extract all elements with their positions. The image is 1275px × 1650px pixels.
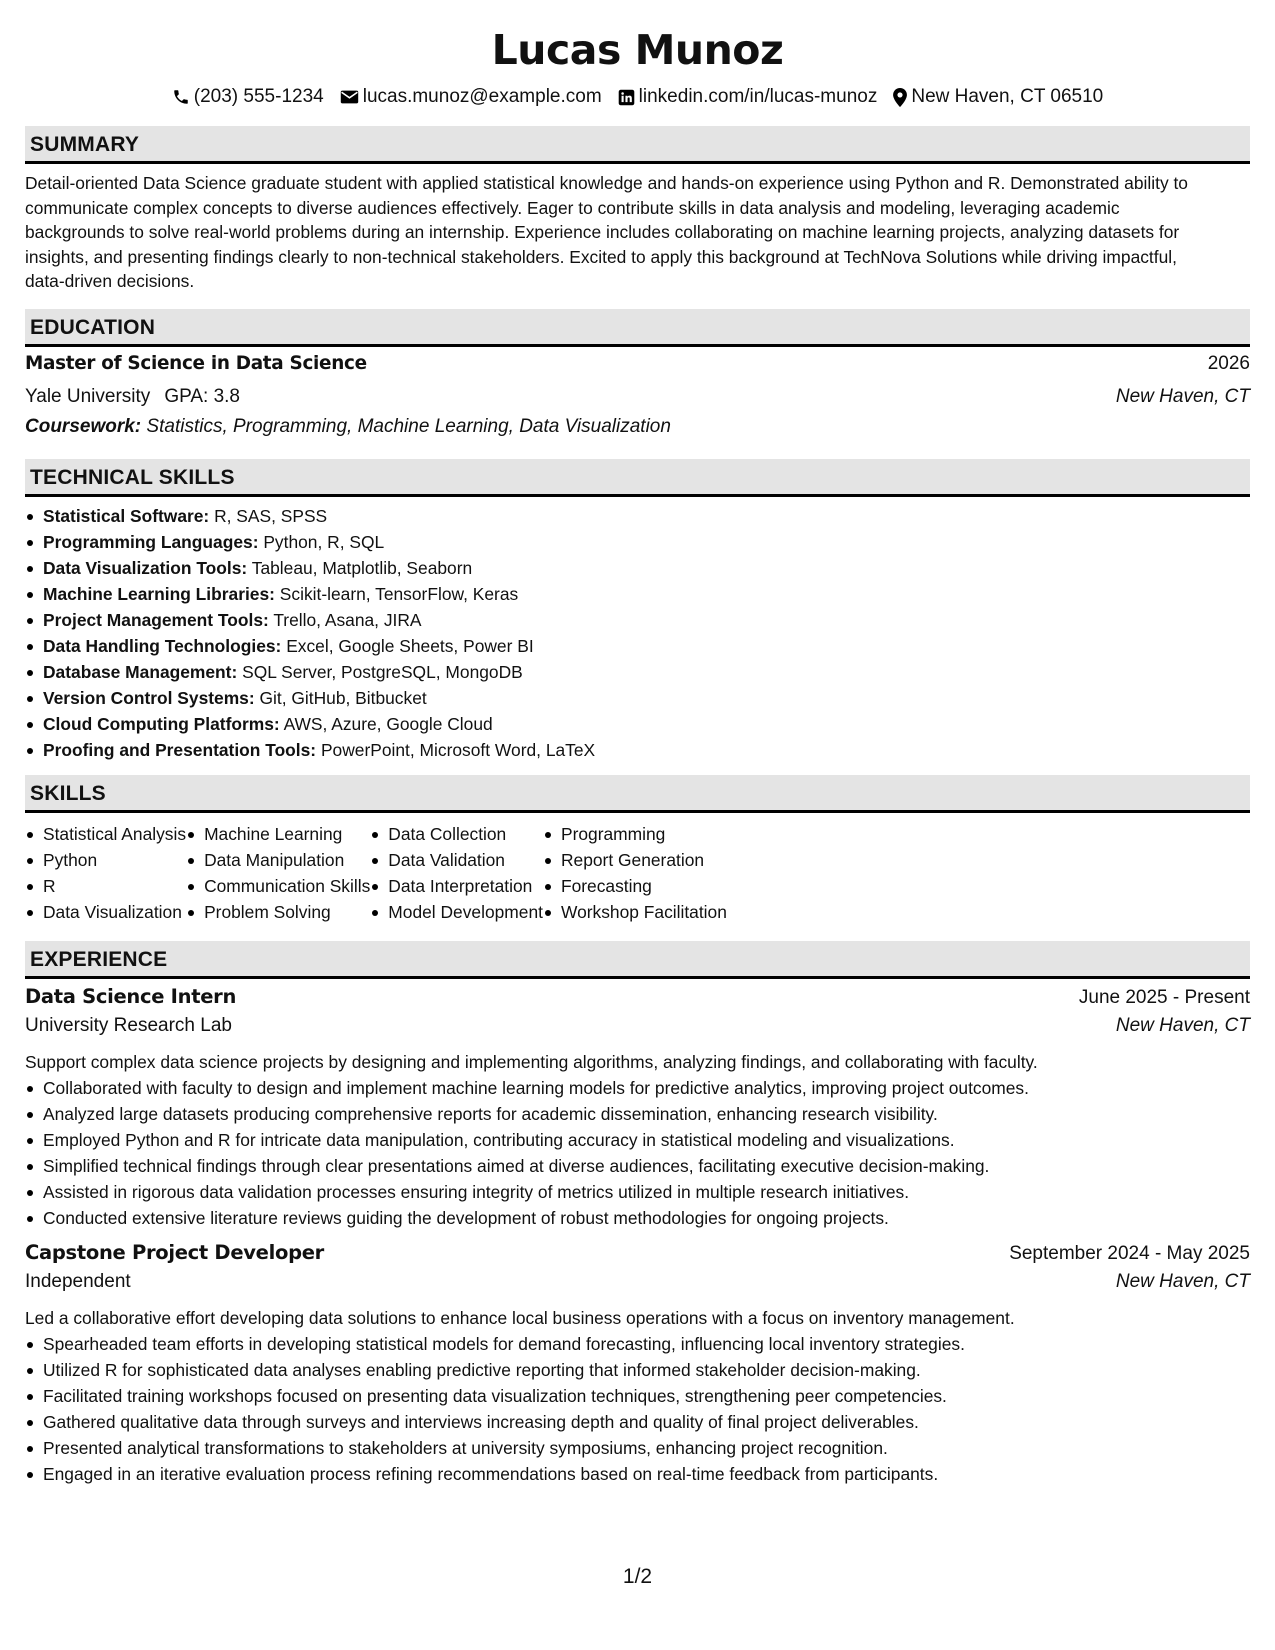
list-item: Cloud Computing Platforms: AWS, Azure, Google Cloud [25,711,1250,737]
contact-linkedin[interactable] [618,84,878,110]
list-item: Engaged in an iterative evaluation process refining recommendations based on real-time feedback from participants. [25,1461,1250,1487]
list-item: Collaborated with faculty to design and implement machine learning models for predictive analytics, improving project outcomes. [25,1075,1250,1101]
list-item: Utilized R for sophisticated data analyses enabling predictive reporting that informed stakeholder decision-making. [25,1357,1250,1383]
list-item: Proofing and Presentation Tools: PowerPoint, Microsoft Word, LaTeX [25,737,1250,763]
list-item: Model Development [370,899,543,925]
list-item: Data Handling Technologies: Excel, Google Sheets, Power BI [25,633,1250,659]
list-item: Version Control Systems: Git, GitHub, Bitbucket [25,685,1250,711]
page-number: 1/2 [622,1565,653,1588]
list-item: Simplified technical findings through clear presentations aimed at diverse audiences, facilitating executive decision-making. [25,1153,1250,1179]
list-item: R [25,873,186,899]
list-item: Statistical Analysis [25,821,186,847]
job-description: Led a collaborative effort developing data solutions to enhance local business operations with a focus on inventory management. [25,1307,1015,1328]
location-text: New Haven, CT 06510 [911,86,1104,107]
contact-email[interactable] [340,84,602,110]
skills-column-1 [25,821,186,925]
coursework-line [25,412,1250,442]
coursework-label: Coursework: [25,415,142,437]
list-item: Data Visualization Tools: Tableau, Matplotlib, Seaborn [25,555,1250,581]
experience-entry [25,985,1250,1231]
education-entry [25,353,1250,442]
summary-header: SUMMARY [25,126,1250,164]
linkedin-text: linkedin.com/in/lucas-munoz [638,86,878,107]
school-location: New Haven, CT [1115,385,1250,407]
experience-entry [25,1241,1250,1487]
list-item: Project Management Tools: Trello, Asana, JIRA [25,607,1250,633]
phone-text: (203) 555-1234 [193,86,324,107]
phone-icon [172,88,190,106]
job-title: Data Science Intern [25,984,237,1008]
job-organization: University Research Lab [25,1014,232,1036]
coursework-text: Statistics, Programming, Machine Learning, Data Visualization [146,415,671,437]
skills-header: SKILLS [25,775,1250,813]
list-item: Data Interpretation [370,873,543,899]
school-name: Yale University [25,385,151,407]
list-item: Database Management: SQL Server, PostgreSQL, MongoDB [25,659,1250,685]
list-item: Programming Languages: Python, R, SQL [25,529,1250,555]
job-location: New Haven, CT [1115,1014,1250,1036]
contact-location [893,84,1103,110]
map-pin-icon [893,88,907,107]
skills-column-3 [370,821,543,925]
job-location: New Haven, CT [1115,1270,1250,1292]
list-item: Data Validation [370,847,543,873]
list-item: Data Visualization [25,899,186,925]
job-title: Capstone Project Developer [25,1240,324,1264]
list-item: Workshop Facilitation [543,899,727,925]
list-item: Facilitated training workshops focused on presenting data visualization techniques, strengthening peer competencies. [25,1383,1250,1409]
list-item: Conducted extensive literature reviews guiding the development of robust methodologies for ongoing projects. [25,1205,1250,1231]
technical-skills-list [25,503,1250,763]
job-dates: September 2024 - May 2025 [1009,1242,1250,1264]
list-item: Machine Learning Libraries: Scikit-learn, TensorFlow, Keras [25,581,1250,607]
job-bullets [25,1331,1250,1487]
list-item: Assisted in rigorous data validation processes ensuring integrity of metrics utilized in multiple research initiatives. [25,1179,1250,1205]
skills-column-4 [543,821,727,925]
gpa-text: GPA: 3.8 [164,385,240,407]
list-item: Gathered qualitative data through surveys and interviews increasing depth and quality of final project deliverables. [25,1409,1250,1435]
list-item: Python [25,847,186,873]
list-item: Report Generation [543,847,727,873]
list-item: Presented analytical transformations to stakeholders at university symposiums, enhancing project recognition. [25,1435,1250,1461]
job-organization: Independent [25,1270,131,1292]
list-item: Machine Learning [186,821,370,847]
skills-grid [25,821,1250,925]
summary-text: Detail-oriented Data Science graduate student with applied statistical knowledge and hands-on experience using Python and R. Demonstrated ability to communicate complex concepts to diverse audiences effectively. Eager to contribute skills in data analysis and modeling, leveraging academic backgrounds to solve real-world problems during an internship. Experience includes collaborating on machine learning projects, analyzing datasets for insights, and presenting findings clearly to non-technical stakeholders. Excited to apply this background at TechNova Solutions while driving impactful, data-driven decisions. [25,173,1188,292]
job-description: Support complex data science projects by designing and implementing algorithms, analyzing findings, and collaborating with faculty. [25,1051,1038,1072]
contact-bar [25,84,1250,110]
list-item: Problem Solving [186,899,370,925]
linkedin-icon [618,89,635,106]
education-header: EDUCATION [25,309,1250,347]
list-item: Programming [543,821,727,847]
envelope-icon [340,89,359,105]
list-item: Employed Python and R for intricate data manipulation, contributing accuracy in statistical modeling and visualizations. [25,1127,1250,1153]
list-item: Statistical Software: R, SAS, SPSS [25,503,1250,529]
resume-page [25,18,1250,1487]
candidate-name: Lucas Munoz [491,26,784,74]
job-bullets [25,1075,1250,1231]
contact-phone[interactable] [172,84,324,110]
list-item: Forecasting [543,873,727,899]
list-item: Data Manipulation [186,847,370,873]
list-item: Data Collection [370,821,543,847]
experience-header: EXPERIENCE [25,941,1250,979]
technical-skills-header: TECHNICAL SKILLS [25,459,1250,497]
list-item: Analyzed large datasets producing comprehensive reports for academic dissemination, enhancing research visibility. [25,1101,1250,1127]
email-text: lucas.munoz@example.com [362,86,602,107]
graduation-year: 2026 [1207,352,1250,374]
job-dates: June 2025 - Present [1078,986,1250,1008]
skills-column-2 [186,821,370,925]
list-item: Communication Skills [186,873,370,899]
degree-title: Master of Science in Data Science [25,352,367,374]
list-item: Spearheaded team efforts in developing statistical models for demand forecasting, influencing local inventory strategies. [25,1331,1250,1357]
